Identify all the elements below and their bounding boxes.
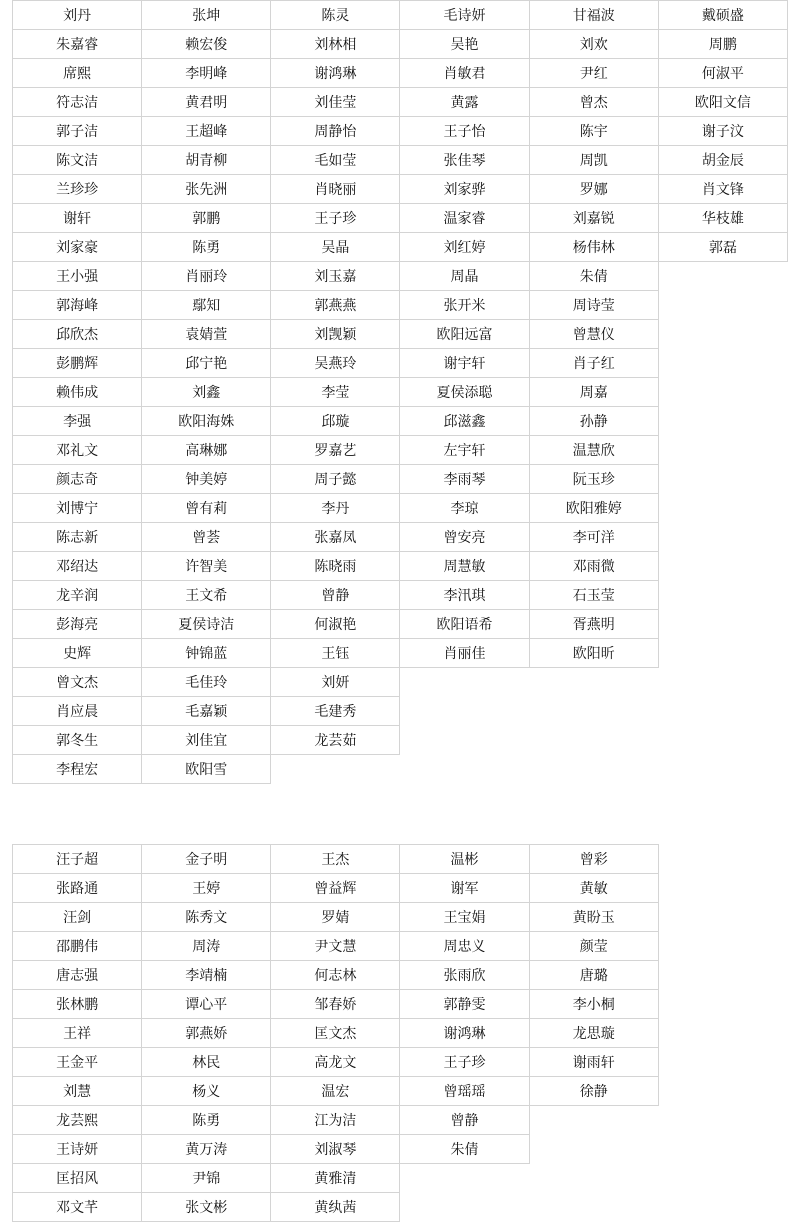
table-cell-name: 王宝娟 <box>400 903 529 932</box>
table-cell-name: 龙辛润 <box>13 581 142 610</box>
table-cell-name: 周慧敏 <box>400 552 529 581</box>
table-row <box>13 117 788 146</box>
table-cell-name: 匡招风 <box>13 1164 142 1193</box>
table-cell-empty <box>529 1193 658 1222</box>
table-cell-name: 郭磊 <box>658 233 787 262</box>
table-cell-name: 谢轩 <box>13 204 142 233</box>
table-cell-name: 曾瑶瑶 <box>400 1077 529 1106</box>
table-cell-name: 欧阳雅婷 <box>529 494 658 523</box>
table-cell-name: 肖丽佳 <box>400 639 529 668</box>
table-cell-name: 刘觊颖 <box>271 320 400 349</box>
table-cell-empty <box>658 610 787 639</box>
table-cell-empty <box>400 1164 529 1193</box>
table-cell-empty <box>658 349 787 378</box>
table-cell-name: 欧阳昕 <box>529 639 658 668</box>
table-cell-name: 夏侯诗洁 <box>142 610 271 639</box>
table-cell-empty <box>658 1048 787 1077</box>
table-row <box>13 552 788 581</box>
table-cell-name: 钟锦蓝 <box>142 639 271 668</box>
table-cell-name: 张先洲 <box>142 175 271 204</box>
table-cell-empty <box>529 726 658 755</box>
table-cell-name: 张嘉凤 <box>271 523 400 552</box>
table-row <box>13 436 788 465</box>
table-cell-name: 肖应晨 <box>13 697 142 726</box>
table-row <box>13 320 788 349</box>
table-cell-name: 刘丹 <box>13 1 142 30</box>
table-cell-name: 刘红婷 <box>400 233 529 262</box>
table-cell-name: 欧阳远富 <box>400 320 529 349</box>
table-cell-name: 黄万涛 <box>142 1135 271 1164</box>
table-cell-name: 陈秀文 <box>142 903 271 932</box>
table-cell-name: 王小强 <box>13 262 142 291</box>
table-cell-name: 毛如莹 <box>271 146 400 175</box>
table-cell-name: 周子懿 <box>271 465 400 494</box>
table-cell-name: 周凯 <box>529 146 658 175</box>
table-cell-name: 郭鹏 <box>142 204 271 233</box>
table-cell-name: 谢军 <box>400 874 529 903</box>
table-cell-name: 金子明 <box>142 845 271 874</box>
table-cell-name: 毛佳玲 <box>142 668 271 697</box>
table-cell-name: 温家睿 <box>400 204 529 233</box>
table-cell-name: 王子怡 <box>400 117 529 146</box>
table-cell-name: 肖丽玲 <box>142 262 271 291</box>
table-cell-name: 陈晓雨 <box>271 552 400 581</box>
table-cell-empty <box>658 465 787 494</box>
table-row <box>13 465 788 494</box>
table-cell-name: 孙静 <box>529 407 658 436</box>
table-cell-name: 唐璐 <box>529 961 658 990</box>
table-row <box>13 349 788 378</box>
table-cell-name: 王超峰 <box>142 117 271 146</box>
table-cell-name: 陈宇 <box>529 117 658 146</box>
name-table-upper-body <box>13 1 788 784</box>
table-row <box>13 1 788 30</box>
table-cell-name: 许智美 <box>142 552 271 581</box>
table-cell-empty <box>658 932 787 961</box>
table-cell-name: 周诗莹 <box>529 291 658 320</box>
table-cell-empty <box>658 436 787 465</box>
table-cell-name: 龙芸茹 <box>271 726 400 755</box>
table-cell-name: 毛嘉颖 <box>142 697 271 726</box>
table-cell-empty <box>658 639 787 668</box>
table-cell-name: 刘嘉锐 <box>529 204 658 233</box>
table-cell-name: 周鹏 <box>658 30 787 59</box>
table-cell-name: 毛建秀 <box>271 697 400 726</box>
table-cell-name: 黄盼玉 <box>529 903 658 932</box>
table-cell-name: 黄敏 <box>529 874 658 903</box>
table-cell-empty <box>658 262 787 291</box>
table-cell-name: 陈志新 <box>13 523 142 552</box>
table-cell-name: 颜志奇 <box>13 465 142 494</box>
table-cell-name: 谭心平 <box>142 990 271 1019</box>
table-cell-name: 王子珍 <box>271 204 400 233</box>
name-table-upper-block <box>12 0 788 784</box>
table-row <box>13 407 788 436</box>
table-cell-name: 吴燕玲 <box>271 349 400 378</box>
table-cell-name: 李丹 <box>271 494 400 523</box>
table-row <box>13 59 788 88</box>
table-cell-name: 李莹 <box>271 378 400 407</box>
table-cell-name: 肖子红 <box>529 349 658 378</box>
table-cell-name: 刘欢 <box>529 30 658 59</box>
table-cell-name: 刘家豪 <box>13 233 142 262</box>
table-cell-name: 阮玉珍 <box>529 465 658 494</box>
table-cell-empty <box>658 874 787 903</box>
table-cell-name: 李强 <box>13 407 142 436</box>
table-cell-name: 林民 <box>142 1048 271 1077</box>
table-gap-spacer <box>12 784 788 844</box>
table-cell-name: 邱璇 <box>271 407 400 436</box>
table-cell-empty <box>658 1193 787 1222</box>
table-cell-name: 欧阳雪 <box>142 755 271 784</box>
table-row <box>13 610 788 639</box>
table-cell-name: 彭海亮 <box>13 610 142 639</box>
table-cell-name: 曾彩 <box>529 845 658 874</box>
table-row <box>13 990 788 1019</box>
table-cell-name: 何淑艳 <box>271 610 400 639</box>
table-cell-name: 周涛 <box>142 932 271 961</box>
table-cell-name: 胡青柳 <box>142 146 271 175</box>
table-cell-empty <box>529 697 658 726</box>
table-cell-name: 温慧欣 <box>529 436 658 465</box>
table-row <box>13 204 788 233</box>
table-cell-name: 郭子洁 <box>13 117 142 146</box>
table-cell-empty <box>529 1106 658 1135</box>
table-cell-name: 尹文慧 <box>271 932 400 961</box>
table-cell-name: 张路通 <box>13 874 142 903</box>
table-cell-empty <box>529 1164 658 1193</box>
table-cell-empty <box>658 1135 787 1164</box>
table-cell-name: 李汛琪 <box>400 581 529 610</box>
table-cell-name: 肖文锋 <box>658 175 787 204</box>
table-cell-name: 王诗妍 <box>13 1135 142 1164</box>
table-cell-name: 谢鸿琳 <box>400 1019 529 1048</box>
table-cell-empty <box>658 845 787 874</box>
table-cell-name: 符志洁 <box>13 88 142 117</box>
table-row <box>13 581 788 610</box>
table-cell-name: 李小桐 <box>529 990 658 1019</box>
table-cell-name: 邵鹏伟 <box>13 932 142 961</box>
table-row <box>13 175 788 204</box>
table-cell-empty <box>529 1135 658 1164</box>
table-cell-name: 邓文芊 <box>13 1193 142 1222</box>
table-cell-name: 徐静 <box>529 1077 658 1106</box>
table-cell-empty <box>658 1164 787 1193</box>
table-cell-name: 刘博宁 <box>13 494 142 523</box>
table-cell-name: 杨伟林 <box>529 233 658 262</box>
table-cell-name: 吴晶 <box>271 233 400 262</box>
table-cell-name: 张开米 <box>400 291 529 320</box>
table-cell-name: 杨义 <box>142 1077 271 1106</box>
table-cell-name: 周晶 <box>400 262 529 291</box>
table-cell-name: 温宏 <box>271 1077 400 1106</box>
table-cell-name: 刘佳宜 <box>142 726 271 755</box>
table-cell-name: 王杰 <box>271 845 400 874</box>
table-cell-name: 肖晓丽 <box>271 175 400 204</box>
table-cell-name: 吴艳 <box>400 30 529 59</box>
table-cell-name: 刘鑫 <box>142 378 271 407</box>
table-cell-empty <box>658 552 787 581</box>
table-row <box>13 30 788 59</box>
table-cell-empty <box>658 755 787 784</box>
table-cell-name: 高龙文 <box>271 1048 400 1077</box>
table-cell-name: 张林鹏 <box>13 990 142 1019</box>
table-cell-name: 陈勇 <box>142 1106 271 1135</box>
table-cell-name: 李琼 <box>400 494 529 523</box>
table-row <box>13 291 788 320</box>
table-cell-name: 刘玉嘉 <box>271 262 400 291</box>
table-cell-empty <box>658 494 787 523</box>
table-cell-name: 黄露 <box>400 88 529 117</box>
table-cell-name: 张文彬 <box>142 1193 271 1222</box>
table-row <box>13 523 788 552</box>
table-cell-name: 王文希 <box>142 581 271 610</box>
table-cell-name: 欧阳海姝 <box>142 407 271 436</box>
table-cell-name: 赖伟成 <box>13 378 142 407</box>
name-table-lower <box>12 844 788 1222</box>
table-cell-name: 邱宁艳 <box>142 349 271 378</box>
table-cell-name: 谢鸿琳 <box>271 59 400 88</box>
table-cell-name: 张雨欣 <box>400 961 529 990</box>
table-cell-name: 王金平 <box>13 1048 142 1077</box>
table-cell-name: 戴硕盛 <box>658 1 787 30</box>
table-cell-name: 陈文洁 <box>13 146 142 175</box>
table-cell-name: 鄢知 <box>142 291 271 320</box>
table-cell-name: 李程宏 <box>13 755 142 784</box>
name-table-lower-block <box>12 844 788 1222</box>
table-cell-name: 刘淑琴 <box>271 1135 400 1164</box>
table-cell-name: 邓雨微 <box>529 552 658 581</box>
table-cell-name: 高琳娜 <box>142 436 271 465</box>
table-cell-name: 邓礼文 <box>13 436 142 465</box>
table-cell-name: 匡文杰 <box>271 1019 400 1048</box>
table-cell-name: 袁婧萱 <box>142 320 271 349</box>
table-cell-name: 曾益辉 <box>271 874 400 903</box>
table-cell-name: 曾静 <box>400 1106 529 1135</box>
table-cell-name: 周嘉 <box>529 378 658 407</box>
table-cell-empty <box>658 903 787 932</box>
table-cell-empty <box>658 407 787 436</box>
table-cell-name: 欧阳文信 <box>658 88 787 117</box>
table-cell-name: 李靖楠 <box>142 961 271 990</box>
table-cell-name: 温彬 <box>400 845 529 874</box>
table-cell-empty <box>658 697 787 726</box>
table-cell-name: 谢宇轩 <box>400 349 529 378</box>
table-cell-name: 张坤 <box>142 1 271 30</box>
table-cell-name: 欧阳语希 <box>400 610 529 639</box>
table-cell-name: 黄君明 <box>142 88 271 117</box>
table-cell-empty <box>400 726 529 755</box>
table-cell-name: 张佳琴 <box>400 146 529 175</box>
table-cell-name: 左宇轩 <box>400 436 529 465</box>
table-row <box>13 961 788 990</box>
table-cell-empty <box>400 1193 529 1222</box>
table-cell-name: 黄纨茜 <box>271 1193 400 1222</box>
table-cell-name: 曾有莉 <box>142 494 271 523</box>
table-cell-name: 刘林相 <box>271 30 400 59</box>
table-cell-empty <box>271 755 400 784</box>
table-cell-name: 曾慧仪 <box>529 320 658 349</box>
table-cell-name: 刘慧 <box>13 1077 142 1106</box>
table-cell-name: 唐志强 <box>13 961 142 990</box>
table-cell-name: 汪子超 <box>13 845 142 874</box>
table-cell-name: 朱嘉睿 <box>13 30 142 59</box>
table-row <box>13 697 788 726</box>
table-cell-empty <box>529 668 658 697</box>
table-row <box>13 932 788 961</box>
table-cell-name: 罗嘉艺 <box>271 436 400 465</box>
table-cell-name: 陈灵 <box>271 1 400 30</box>
table-cell-empty <box>658 291 787 320</box>
table-cell-name: 刘佳莹 <box>271 88 400 117</box>
table-row <box>13 262 788 291</box>
table-cell-empty <box>658 581 787 610</box>
table-cell-name: 谢子汶 <box>658 117 787 146</box>
table-cell-name: 席熙 <box>13 59 142 88</box>
name-table-lower-body <box>13 845 788 1222</box>
table-cell-name: 颜莹 <box>529 932 658 961</box>
table-cell-name: 曾文杰 <box>13 668 142 697</box>
table-cell-name: 罗婧 <box>271 903 400 932</box>
table-cell-empty <box>658 961 787 990</box>
table-cell-empty <box>658 668 787 697</box>
table-cell-name: 王钰 <box>271 639 400 668</box>
table-cell-name: 毛诗妍 <box>400 1 529 30</box>
table-cell-name: 朱倩 <box>400 1135 529 1164</box>
table-cell-name: 何志林 <box>271 961 400 990</box>
table-cell-name: 李雨琴 <box>400 465 529 494</box>
table-cell-name: 邹春娇 <box>271 990 400 1019</box>
table-cell-empty <box>400 668 529 697</box>
table-cell-name: 曾安亮 <box>400 523 529 552</box>
table-row <box>13 845 788 874</box>
table-cell-name: 胥燕明 <box>529 610 658 639</box>
table-cell-name: 朱倩 <box>529 262 658 291</box>
table-cell-name: 郭燕燕 <box>271 291 400 320</box>
table-cell-name: 周静怡 <box>271 117 400 146</box>
table-row <box>13 903 788 932</box>
table-row <box>13 874 788 903</box>
table-cell-name: 谢雨轩 <box>529 1048 658 1077</box>
table-row <box>13 1193 788 1222</box>
name-table-upper <box>12 0 788 784</box>
table-cell-name: 兰珍珍 <box>13 175 142 204</box>
table-row <box>13 146 788 175</box>
table-cell-name: 郭海峰 <box>13 291 142 320</box>
table-row <box>13 1106 788 1135</box>
table-cell-name: 石玉莹 <box>529 581 658 610</box>
table-row <box>13 668 788 697</box>
table-cell-empty <box>658 1077 787 1106</box>
table-cell-empty <box>658 320 787 349</box>
table-cell-name: 彭鹏辉 <box>13 349 142 378</box>
table-cell-name: 邱滋鑫 <box>400 407 529 436</box>
table-cell-name: 周忠义 <box>400 932 529 961</box>
table-cell-name: 李可洋 <box>529 523 658 552</box>
table-cell-name: 龙思璇 <box>529 1019 658 1048</box>
table-cell-empty <box>658 378 787 407</box>
table-cell-empty <box>400 755 529 784</box>
table-cell-name: 肖敏君 <box>400 59 529 88</box>
table-row <box>13 726 788 755</box>
table-row <box>13 233 788 262</box>
table-cell-empty <box>658 726 787 755</box>
table-cell-name: 邱欣杰 <box>13 320 142 349</box>
table-cell-name: 尹红 <box>529 59 658 88</box>
table-cell-name: 曾荟 <box>142 523 271 552</box>
table-row <box>13 494 788 523</box>
table-cell-name: 龙芸熙 <box>13 1106 142 1135</box>
table-cell-name: 黄雅清 <box>271 1164 400 1193</box>
table-row <box>13 1048 788 1077</box>
table-cell-name: 曾杰 <box>529 88 658 117</box>
table-cell-empty <box>658 1019 787 1048</box>
table-cell-name: 陈勇 <box>142 233 271 262</box>
table-cell-name: 刘妍 <box>271 668 400 697</box>
table-row <box>13 1135 788 1164</box>
table-cell-empty <box>658 1106 787 1135</box>
table-cell-name: 华枝雄 <box>658 204 787 233</box>
table-cell-name: 何淑平 <box>658 59 787 88</box>
table-cell-name: 罗娜 <box>529 175 658 204</box>
table-cell-name: 江为洁 <box>271 1106 400 1135</box>
table-cell-empty <box>658 990 787 1019</box>
table-cell-name: 汪剑 <box>13 903 142 932</box>
table-row <box>13 1164 788 1193</box>
table-row <box>13 88 788 117</box>
table-cell-name: 郭冬生 <box>13 726 142 755</box>
table-cell-name: 夏侯添聪 <box>400 378 529 407</box>
table-cell-name: 李明峰 <box>142 59 271 88</box>
table-row <box>13 378 788 407</box>
table-cell-name: 尹锦 <box>142 1164 271 1193</box>
table-cell-name: 胡金辰 <box>658 146 787 175</box>
table-cell-empty <box>658 523 787 552</box>
table-cell-name: 郭燕娇 <box>142 1019 271 1048</box>
table-cell-name: 刘家骅 <box>400 175 529 204</box>
table-cell-empty <box>400 697 529 726</box>
table-row <box>13 1019 788 1048</box>
table-cell-name: 王子珍 <box>400 1048 529 1077</box>
table-cell-name: 郭静雯 <box>400 990 529 1019</box>
table-cell-name: 王婷 <box>142 874 271 903</box>
table-cell-name: 邓绍达 <box>13 552 142 581</box>
table-row <box>13 755 788 784</box>
table-cell-name: 史辉 <box>13 639 142 668</box>
table-row <box>13 639 788 668</box>
table-cell-name: 钟美婷 <box>142 465 271 494</box>
table-cell-name: 甘福波 <box>529 1 658 30</box>
table-row <box>13 1077 788 1106</box>
table-cell-name: 王祥 <box>13 1019 142 1048</box>
table-cell-name: 赖宏俊 <box>142 30 271 59</box>
table-cell-name: 曾静 <box>271 581 400 610</box>
table-cell-empty <box>529 755 658 784</box>
